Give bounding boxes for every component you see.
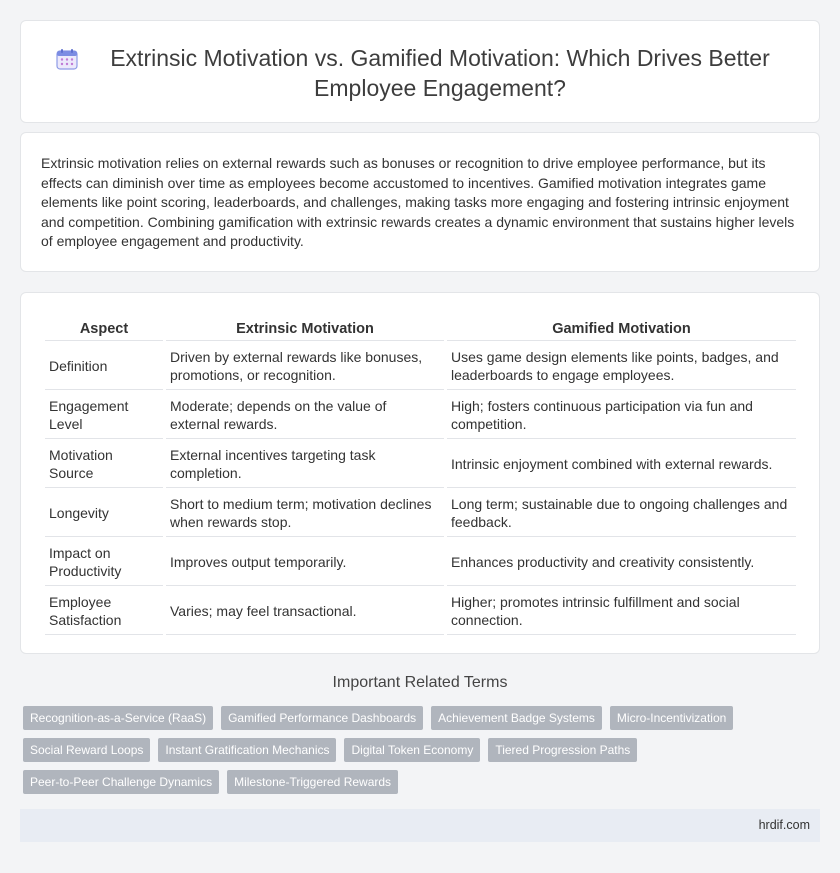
row-extrinsic: Improves output temporarily. — [166, 539, 444, 586]
header-extrinsic: Extrinsic Motivation — [166, 317, 444, 341]
related-term-tag[interactable]: Achievement Badge Systems — [431, 706, 602, 730]
table-row — [45, 490, 796, 537]
row-aspect: Engagement Level — [45, 392, 163, 439]
footer — [20, 809, 820, 842]
page-title: Extrinsic Motivation vs. Gamified Motivation: Which Drives Better Employee Engagement? — [110, 45, 770, 101]
row-aspect: Employee Satisfaction — [45, 588, 163, 635]
row-gamified: Higher; promotes intrinsic fulfillment and social connection. — [447, 588, 796, 635]
row-gamified: Uses game design elements like points, badges, and leaderboards to engage employees. — [447, 343, 796, 390]
related-term-tag[interactable]: Milestone-Triggered Rewards — [227, 770, 398, 794]
row-extrinsic: External incentives targeting task completion. — [166, 441, 444, 488]
table-row — [45, 539, 796, 586]
related-term-tag[interactable]: Recognition-as-a-Service (RaaS) — [23, 706, 213, 730]
row-extrinsic: Driven by external rewards like bonuses, promotions, or recognition. — [166, 343, 444, 390]
comparison-table — [42, 315, 799, 637]
related-term-tag[interactable]: Instant Gratification Mechanics — [158, 738, 336, 762]
related-term-tag[interactable]: Tiered Progression Paths — [488, 738, 637, 762]
table-row — [45, 392, 796, 439]
related-term-tag[interactable]: Micro-Incentivization — [610, 706, 733, 730]
row-gamified: High; fosters continuous participation via fun and competition. — [447, 392, 796, 439]
row-aspect: Impact on Productivity — [45, 539, 163, 586]
row-extrinsic: Moderate; depends on the value of external rewards. — [166, 392, 444, 439]
row-extrinsic: Varies; may feel transactional. — [166, 588, 444, 635]
comparison-table-card — [20, 292, 820, 654]
footer-site-link[interactable]: hrdif.com — [758, 818, 810, 832]
row-extrinsic: Short to medium term; motivation declines when rewards stop. — [166, 490, 444, 537]
row-gamified: Long term; sustainable due to ongoing challenges and feedback. — [447, 490, 796, 537]
row-aspect: Definition — [45, 343, 163, 390]
related-term-tag[interactable]: Peer-to-Peer Challenge Dynamics — [23, 770, 219, 794]
related-term-tag[interactable]: Social Reward Loops — [23, 738, 150, 762]
intro-card — [20, 132, 820, 272]
title-card — [20, 20, 820, 123]
related-terms-title: Important Related Terms — [332, 674, 508, 691]
table-header-row — [45, 317, 796, 341]
table-row — [45, 441, 796, 488]
header-aspect: Aspect — [45, 317, 163, 341]
row-aspect: Longevity — [45, 490, 163, 537]
row-gamified: Enhances productivity and creativity consistently. — [447, 539, 796, 586]
header-gamified: Gamified Motivation — [447, 317, 796, 341]
related-term-tag[interactable]: Gamified Performance Dashboards — [221, 706, 423, 730]
table-row — [45, 343, 796, 390]
related-terms-list — [23, 706, 803, 794]
table-row — [45, 588, 796, 635]
related-term-tag[interactable]: Digital Token Economy — [344, 738, 480, 762]
intro-paragraph: Extrinsic motivation relies on external rewards such as bonuses or recognition to drive employee performance, but its effects can diminish over time as employees become accustomed to incentives. Gamified motivation integrates game elements like point scoring, leaderboards, and challenges, making tasks more engaging and fostering intrinsic enjoyment and competition. Combining gamification with extrinsic rewards creates a dynamic environment that sustains higher levels of employee engagement and productivity. — [41, 155, 795, 250]
row-gamified: Intrinsic enjoyment combined with external rewards. — [447, 441, 796, 488]
row-aspect: Motivation Source — [45, 441, 163, 488]
